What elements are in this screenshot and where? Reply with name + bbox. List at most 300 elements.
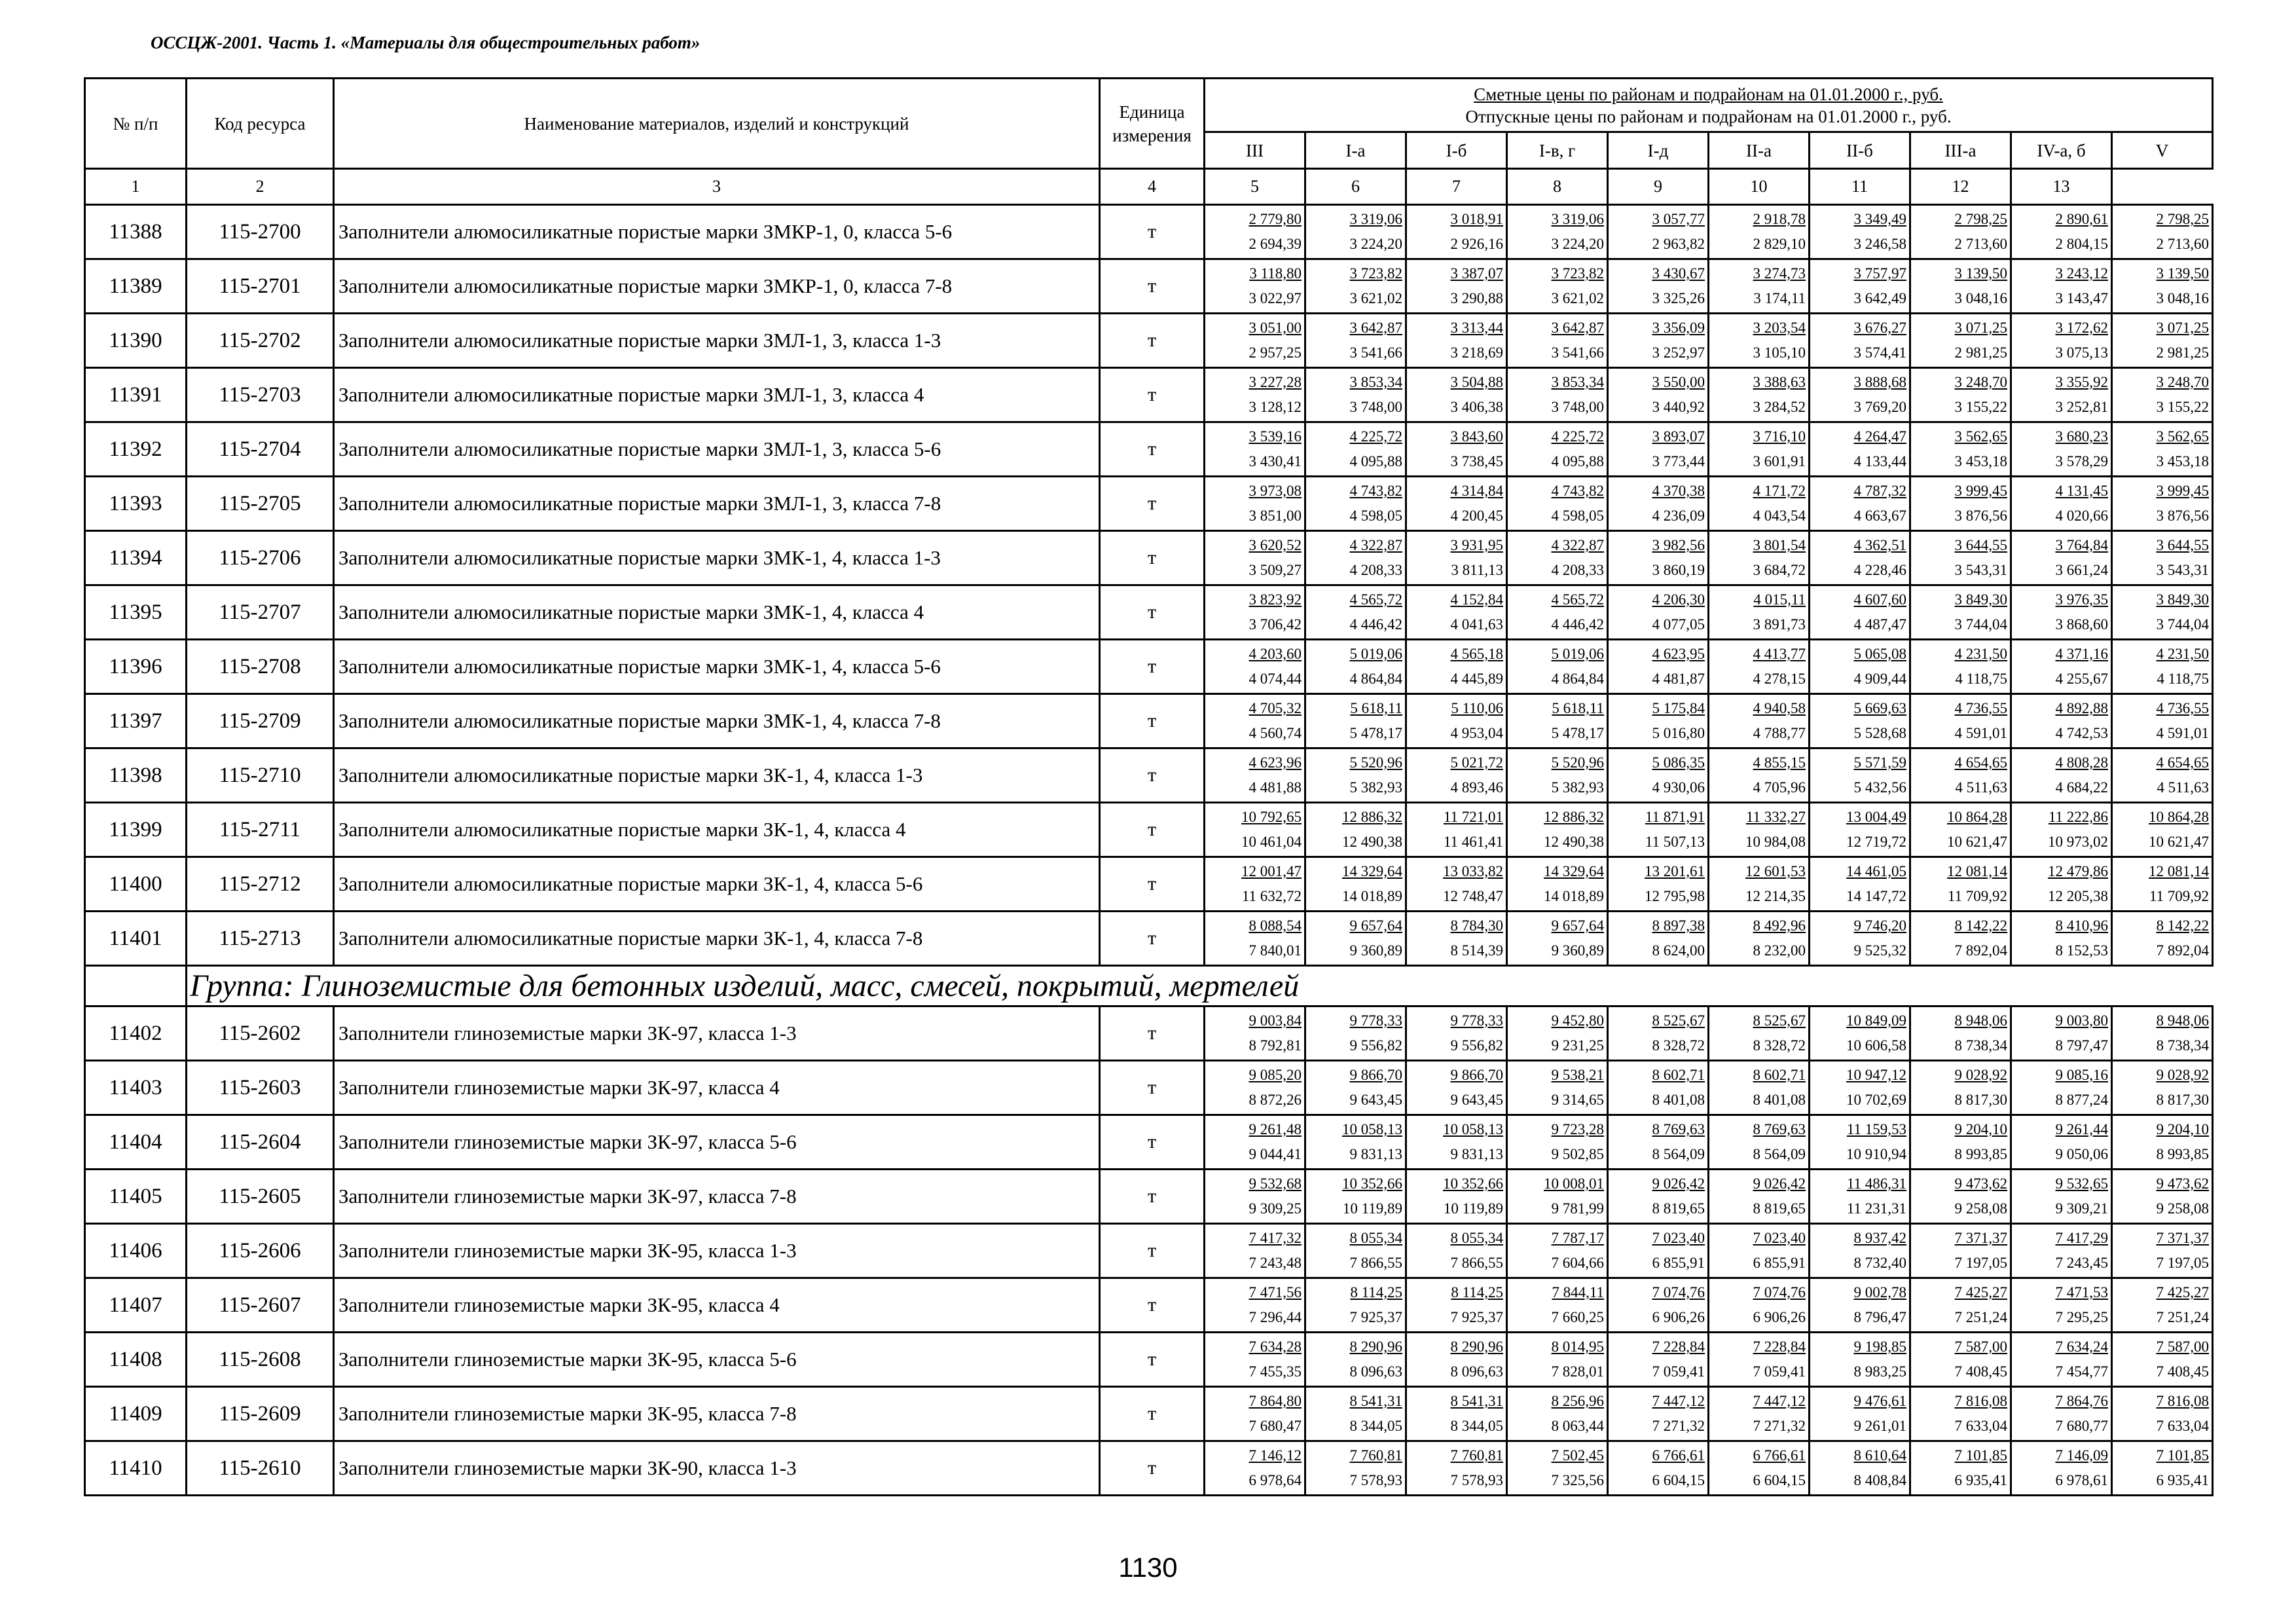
release-price: 3 773,44 xyxy=(1652,453,1705,470)
price-cell xyxy=(1810,314,1910,368)
price-cell xyxy=(1910,1387,2011,1441)
column-number: 9 xyxy=(1608,169,1709,205)
release-price: 3 048,16 xyxy=(1954,290,2007,306)
release-price: 7 866,55 xyxy=(1349,1255,1402,1271)
release-price: 5 382,93 xyxy=(1349,779,1402,796)
price-cell xyxy=(1507,803,1608,857)
price-cell xyxy=(1205,477,1305,531)
release-price: 7 925,37 xyxy=(1450,1309,1503,1325)
estimate-price: 4 322,87 xyxy=(1551,537,1604,553)
release-price: 3 155,22 xyxy=(2156,399,2209,415)
price-cell xyxy=(1305,531,1406,585)
page-number: 1130 xyxy=(1118,1552,1178,1583)
release-price: 9 314,65 xyxy=(1551,1092,1604,1108)
price-cell xyxy=(1406,1115,1507,1170)
price-cell xyxy=(1608,368,1709,422)
estimate-price: 10 352,66 xyxy=(1443,1175,1503,1192)
release-price: 14 147,72 xyxy=(1846,888,1906,904)
row-number: 11406 xyxy=(85,1224,187,1278)
estimate-price: 3 801,54 xyxy=(1753,537,1806,553)
table-row xyxy=(85,640,2213,694)
price-cell xyxy=(1910,259,2011,314)
price-cell xyxy=(1810,368,1910,422)
estimate-price: 5 019,06 xyxy=(1551,646,1604,662)
estimate-price: 3 319,06 xyxy=(1349,211,1402,227)
price-cell xyxy=(1608,1441,1709,1496)
release-price: 3 642,49 xyxy=(1853,290,1906,306)
release-price: 11 231,31 xyxy=(1846,1200,1906,1217)
resource-code: 115-2708 xyxy=(187,640,334,694)
release-price: 9 231,25 xyxy=(1551,1037,1604,1054)
release-price: 9 309,25 xyxy=(1248,1200,1302,1217)
price-cell xyxy=(1305,1170,1406,1224)
release-price: 11 709,92 xyxy=(1947,888,2007,904)
price-cell xyxy=(1406,314,1507,368)
estimate-price: 3 430,67 xyxy=(1652,265,1705,282)
release-price: 3 509,27 xyxy=(1248,562,1302,578)
unit-cell: т xyxy=(1100,585,1205,640)
price-cell xyxy=(2112,531,2213,585)
price-cell xyxy=(1709,1115,1810,1170)
release-price: 6 855,91 xyxy=(1652,1255,1705,1271)
estimate-price: 3 982,56 xyxy=(1652,537,1705,553)
estimate-price: 7 447,12 xyxy=(1753,1393,1806,1409)
release-price: 9 044,41 xyxy=(1248,1146,1302,1162)
release-price: 3 218,69 xyxy=(1450,344,1503,361)
resource-code: 115-2706 xyxy=(187,531,334,585)
release-price: 8 401,08 xyxy=(1753,1092,1806,1108)
estimate-price: 3 931,95 xyxy=(1450,537,1503,553)
price-cell xyxy=(1608,314,1709,368)
release-price: 7 059,41 xyxy=(1652,1363,1705,1380)
release-price: 6 604,15 xyxy=(1753,1472,1806,1488)
estimate-price: 3 388,63 xyxy=(1753,374,1806,390)
release-price: 9 050,06 xyxy=(2055,1146,2108,1162)
price-cell xyxy=(2011,1115,2112,1170)
estimate-price: 14 461,05 xyxy=(1846,863,1906,879)
unit-cell: т xyxy=(1100,477,1205,531)
material-name: Заполнители алюмосиликатные пористые марки ЗК-1, 4, класса 7-8 xyxy=(334,912,1100,966)
price-cell xyxy=(1608,1170,1709,1224)
estimate-price: 4 362,51 xyxy=(1853,537,1906,553)
price-cell xyxy=(1910,1278,2011,1333)
price-cell xyxy=(1205,857,1305,912)
release-price: 9 258,08 xyxy=(2156,1200,2209,1217)
price-cell xyxy=(1507,1170,1608,1224)
price-cell xyxy=(2011,422,2112,477)
estimate-price: 9 532,65 xyxy=(2055,1175,2108,1192)
price-cell xyxy=(1205,1170,1305,1224)
region-header: II-а xyxy=(1709,132,1810,169)
price-cell xyxy=(1205,1061,1305,1115)
price-cell xyxy=(1205,912,1305,966)
release-price: 4 663,67 xyxy=(1853,507,1906,524)
price-cell xyxy=(1406,259,1507,314)
row-number: 11388 xyxy=(85,205,187,259)
price-cell xyxy=(1507,314,1608,368)
price-cell xyxy=(1406,1006,1507,1061)
release-price: 5 432,56 xyxy=(1853,779,1906,796)
price-cell xyxy=(1205,259,1305,314)
region-header: I-а xyxy=(1305,132,1406,169)
estimate-price: 8 290,96 xyxy=(1450,1338,1503,1355)
release-price: 7 243,45 xyxy=(2055,1255,2108,1271)
material-name: Заполнители алюмосиликатные пористые марки ЗМЛ-1, 3, класса 5-6 xyxy=(334,422,1100,477)
column-number: 8 xyxy=(1507,169,1608,205)
price-cell xyxy=(2112,314,2213,368)
estimate-price: 9 261,48 xyxy=(1248,1121,1302,1137)
price-cell xyxy=(1810,748,1910,803)
estimate-price: 12 081,14 xyxy=(1947,863,2007,879)
price-cell xyxy=(1910,1441,2011,1496)
release-price: 9 261,01 xyxy=(1853,1418,1906,1434)
estimate-price: 12 479,86 xyxy=(2048,863,2108,879)
column-number: 6 xyxy=(1305,169,1406,205)
estimate-price: 3 071,25 xyxy=(1954,320,2007,336)
release-price: 3 769,20 xyxy=(1853,399,1906,415)
col-header-prices xyxy=(1205,79,2213,132)
price-cell xyxy=(1305,1006,1406,1061)
estimate-price: 4 736,55 xyxy=(1954,700,2007,716)
estimate-price: 3 172,62 xyxy=(2055,320,2108,336)
release-price: 8 514,39 xyxy=(1450,942,1503,959)
estimate-price: 3 716,10 xyxy=(1753,428,1806,445)
estimate-price: 9 657,64 xyxy=(1551,917,1604,934)
estimate-price: 7 228,84 xyxy=(1652,1338,1705,1355)
estimate-price: 7 417,32 xyxy=(1248,1230,1302,1246)
price-cell xyxy=(1810,1441,1910,1496)
unit-cell: т xyxy=(1100,259,1205,314)
col-header-name: Наименование материалов, изделий и конструкций xyxy=(334,79,1100,169)
release-price: 4 560,74 xyxy=(1248,725,1302,741)
release-price: 4 909,44 xyxy=(1853,671,1906,687)
estimate-price: 7 146,12 xyxy=(1248,1447,1302,1464)
release-price: 8 819,65 xyxy=(1753,1200,1806,1217)
release-price: 3 440,92 xyxy=(1652,399,1705,415)
estimate-price: 4 892,88 xyxy=(2055,700,2108,716)
release-price: 4 077,05 xyxy=(1652,616,1705,633)
price-cell xyxy=(1507,640,1608,694)
release-price: 3 876,56 xyxy=(1954,507,2007,524)
release-price: 4 228,46 xyxy=(1853,562,1906,578)
material-name: Заполнители алюмосиликатные пористые марки ЗК-1, 4, класса 1-3 xyxy=(334,748,1100,803)
price-cell xyxy=(1205,314,1305,368)
release-price: 8 797,47 xyxy=(2055,1037,2108,1054)
row-number: 11410 xyxy=(85,1441,187,1496)
estimate-price: 9 085,16 xyxy=(2055,1067,2108,1083)
price-cell xyxy=(1608,640,1709,694)
unit-cell: т xyxy=(1100,314,1205,368)
release-price: 3 453,18 xyxy=(2156,453,2209,470)
table-row xyxy=(85,912,2213,966)
release-price: 6 935,41 xyxy=(1954,1472,2007,1488)
price-cell xyxy=(1305,1115,1406,1170)
price-cell xyxy=(1608,912,1709,966)
estimate-price: 9 261,44 xyxy=(2055,1121,2108,1137)
price-cell xyxy=(1608,803,1709,857)
price-cell xyxy=(1910,205,2011,259)
estimate-price: 4 264,47 xyxy=(1853,428,1906,445)
estimate-price: 4 131,45 xyxy=(2055,483,2108,499)
price-cell xyxy=(1910,1061,2011,1115)
estimate-price: 10 864,28 xyxy=(1947,809,2007,825)
estimate-price: 7 425,27 xyxy=(2156,1284,2209,1301)
table-row xyxy=(85,1333,2213,1387)
price-cell xyxy=(1810,1061,1910,1115)
price-cell xyxy=(1305,422,1406,477)
estimate-price: 3 562,65 xyxy=(2156,428,2209,445)
price-cell xyxy=(1608,1006,1709,1061)
release-price: 4 893,46 xyxy=(1450,779,1503,796)
estimate-price: 3 227,28 xyxy=(1248,374,1302,390)
group-spacer xyxy=(85,966,187,1006)
release-price: 7 197,05 xyxy=(2156,1255,2209,1271)
estimate-price: 3 642,87 xyxy=(1349,320,1402,336)
price-cell xyxy=(1709,1333,1810,1387)
release-price: 9 643,45 xyxy=(1349,1092,1402,1108)
estimate-price: 9 028,92 xyxy=(1954,1067,2007,1083)
price-cell xyxy=(1305,1387,1406,1441)
estimate-price: 13 004,49 xyxy=(1846,809,1906,825)
row-number: 11402 xyxy=(85,1006,187,1061)
release-price: 4 255,67 xyxy=(2055,671,2108,687)
release-price: 10 910,94 xyxy=(1846,1146,1906,1162)
estimate-price: 6 766,61 xyxy=(1652,1447,1705,1464)
price-cell xyxy=(1406,205,1507,259)
estimate-price: 4 705,32 xyxy=(1248,700,1302,716)
region-header: III xyxy=(1205,132,1305,169)
estimate-price: 7 787,17 xyxy=(1551,1230,1604,1246)
price-cell xyxy=(1709,422,1810,477)
estimate-price: 12 001,47 xyxy=(1241,863,1302,879)
region-header: I-д xyxy=(1608,132,1709,169)
estimate-price: 3 849,30 xyxy=(2156,591,2209,608)
estimate-price: 4 152,84 xyxy=(1450,591,1503,608)
release-price: 8 819,65 xyxy=(1652,1200,1705,1217)
estimate-price: 9 778,33 xyxy=(1349,1012,1402,1029)
estimate-price: 8 492,96 xyxy=(1753,917,1806,934)
release-price: 4 511,63 xyxy=(2157,779,2209,796)
resource-code: 115-2703 xyxy=(187,368,334,422)
material-name: Заполнители алюмосиликатные пористые марки ЗК-1, 4, класса 4 xyxy=(334,803,1100,857)
release-price: 9 643,45 xyxy=(1450,1092,1503,1108)
price-cell xyxy=(1205,205,1305,259)
release-price: 3 891,73 xyxy=(1753,616,1806,633)
release-price: 8 732,40 xyxy=(1853,1255,1906,1271)
release-price: 12 748,47 xyxy=(1443,888,1503,904)
estimate-price: 8 014,95 xyxy=(1551,1338,1604,1355)
estimate-price: 7 634,28 xyxy=(1248,1338,1302,1355)
price-cell xyxy=(1608,1387,1709,1441)
price-cell xyxy=(1406,531,1507,585)
release-price: 7 633,04 xyxy=(2156,1418,2209,1434)
price-cell xyxy=(1305,748,1406,803)
estimate-price: 9 028,92 xyxy=(2156,1067,2209,1083)
release-price: 3 684,72 xyxy=(1753,562,1806,578)
estimate-price: 3 274,73 xyxy=(1753,265,1806,282)
estimate-price: 7 844,11 xyxy=(1552,1284,1604,1301)
release-price: 3 574,41 xyxy=(1853,344,1906,361)
column-number: 2 xyxy=(187,169,334,205)
price-cell xyxy=(1608,531,1709,585)
estimate-price: 7 816,08 xyxy=(1954,1393,2007,1409)
price-cell xyxy=(1406,803,1507,857)
unit-cell: т xyxy=(1100,422,1205,477)
price-cell xyxy=(1507,205,1608,259)
resource-code: 115-2700 xyxy=(187,205,334,259)
price-cell xyxy=(1205,803,1305,857)
price-cell xyxy=(1205,422,1305,477)
price-cell xyxy=(1305,1333,1406,1387)
price-cell xyxy=(1305,585,1406,640)
estimate-price: 4 565,18 xyxy=(1450,646,1503,662)
release-price: 8 328,72 xyxy=(1753,1037,1806,1054)
table-row xyxy=(85,803,2213,857)
region-header: IV-а, б xyxy=(2011,132,2112,169)
column-number: 4 xyxy=(1100,169,1205,205)
estimate-price: 4 743,82 xyxy=(1551,483,1604,499)
release-price: 8 096,63 xyxy=(1349,1363,1402,1380)
release-price: 4 133,44 xyxy=(1853,453,1906,470)
row-number: 11395 xyxy=(85,585,187,640)
release-price: 8 564,09 xyxy=(1753,1146,1806,1162)
estimate-price: 4 623,95 xyxy=(1652,646,1705,662)
estimate-price: 4 015,11 xyxy=(1753,591,1806,608)
price-cell xyxy=(1709,1224,1810,1278)
estimate-price: 7 864,80 xyxy=(1248,1393,1302,1409)
release-price: 4 236,09 xyxy=(1652,507,1705,524)
estimate-price: 3 139,50 xyxy=(2156,265,2209,282)
price-cell xyxy=(1810,205,1910,259)
estimate-price: 4 225,72 xyxy=(1349,428,1402,445)
price-cell xyxy=(1305,368,1406,422)
resource-code: 115-2609 xyxy=(187,1387,334,1441)
price-cell xyxy=(2011,803,2112,857)
row-number: 11399 xyxy=(85,803,187,857)
release-price: 3 860,19 xyxy=(1652,562,1705,578)
price-cell xyxy=(2011,912,2112,966)
material-name: Заполнители алюмосиликатные пористые марки ЗК-1, 4, класса 5-6 xyxy=(334,857,1100,912)
estimate-price: 8 290,96 xyxy=(1349,1338,1402,1355)
estimate-price: 12 886,32 xyxy=(1544,809,1604,825)
release-price: 4 020,66 xyxy=(2055,507,2108,524)
release-price: 3 621,02 xyxy=(1551,290,1604,306)
price-cell xyxy=(2011,1061,2112,1115)
release-price: 2 829,10 xyxy=(1753,236,1806,252)
estimate-price: 5 021,72 xyxy=(1450,754,1503,771)
estimate-price: 8 114,25 xyxy=(1350,1284,1402,1301)
estimate-price: 9 204,10 xyxy=(1954,1121,2007,1137)
estimate-price: 3 071,25 xyxy=(2156,320,2209,336)
release-price: 3 048,16 xyxy=(2156,290,2209,306)
release-price: 3 811,13 xyxy=(1451,562,1503,578)
estimate-price: 7 228,84 xyxy=(1753,1338,1806,1355)
estimate-price: 8 088,54 xyxy=(1248,917,1302,934)
price-cell xyxy=(1305,259,1406,314)
estimate-price: 3 356,09 xyxy=(1652,320,1705,336)
estimate-price: 7 634,24 xyxy=(2055,1338,2108,1355)
release-price: 5 016,80 xyxy=(1652,725,1705,741)
price-cell xyxy=(2011,205,2112,259)
release-price: 8 796,47 xyxy=(1853,1309,1906,1325)
estimate-price: 3 057,77 xyxy=(1652,211,1705,227)
price-cell xyxy=(2011,314,2112,368)
release-price: 6 604,15 xyxy=(1652,1472,1705,1488)
release-price: 7 892,04 xyxy=(2156,942,2209,959)
release-price: 4 278,15 xyxy=(1753,671,1806,687)
price-cell xyxy=(1507,1278,1608,1333)
estimate-price: 3 018,91 xyxy=(1450,211,1503,227)
estimate-price: 3 853,34 xyxy=(1349,374,1402,390)
resource-code: 115-2704 xyxy=(187,422,334,477)
release-price: 2 804,15 xyxy=(2055,236,2108,252)
estimate-price: 8 602,71 xyxy=(1652,1067,1705,1083)
price-cell xyxy=(2112,1387,2213,1441)
table-row xyxy=(85,1224,2213,1278)
prices-release-label: Отпускные цены по районам и подрайонам на 01.01.2000 г., руб. xyxy=(1465,106,1952,126)
price-cell xyxy=(2112,912,2213,966)
material-name: Заполнители алюмосиликатные пористые марки ЗМКР-1, 0, класса 5-6 xyxy=(334,205,1100,259)
estimate-price: 7 816,08 xyxy=(2156,1393,2209,1409)
release-price: 7 660,25 xyxy=(1551,1309,1604,1325)
material-name: Заполнители глиноземистые марки ЗК-95, класса 7-8 xyxy=(334,1387,1100,1441)
estimate-price: 4 171,72 xyxy=(1753,483,1806,499)
price-cell xyxy=(2011,531,2112,585)
price-cell xyxy=(1810,259,1910,314)
estimate-price: 4 565,72 xyxy=(1551,591,1604,608)
release-price: 8 792,81 xyxy=(1248,1037,1302,1054)
price-cell xyxy=(1608,1224,1709,1278)
estimate-price: 8 948,06 xyxy=(1954,1012,2007,1029)
price-cell xyxy=(2112,694,2213,748)
price-cell xyxy=(2011,585,2112,640)
table-row xyxy=(85,748,2213,803)
estimate-price: 3 843,60 xyxy=(1450,428,1503,445)
row-number: 11391 xyxy=(85,368,187,422)
estimate-price: 9 003,84 xyxy=(1248,1012,1302,1029)
release-price: 3 868,60 xyxy=(2055,616,2108,633)
price-cell xyxy=(1608,857,1709,912)
estimate-price: 8 142,22 xyxy=(1954,917,2007,934)
estimate-price: 3 550,00 xyxy=(1652,374,1705,390)
estimate-price: 3 355,92 xyxy=(2055,374,2108,390)
price-cell xyxy=(2112,477,2213,531)
estimate-price: 4 370,38 xyxy=(1652,483,1705,499)
release-price: 4 953,04 xyxy=(1450,725,1503,741)
resource-code: 115-2603 xyxy=(187,1061,334,1115)
estimate-price: 9 476,61 xyxy=(1853,1393,1906,1409)
estimate-price: 3 051,00 xyxy=(1248,320,1302,336)
group-title: Группа: Глиноземистые для бетонных изделий, масс, смесей, покрытий, мертелей xyxy=(187,966,2213,1006)
estimate-price: 7 587,00 xyxy=(2156,1338,2209,1355)
estimate-price: 11 721,01 xyxy=(1443,809,1503,825)
release-price: 5 382,93 xyxy=(1551,779,1604,796)
price-cell xyxy=(1205,1224,1305,1278)
release-price: 3 246,58 xyxy=(1853,236,1906,252)
price-cell xyxy=(1608,1115,1709,1170)
price-cell xyxy=(1810,1387,1910,1441)
price-cell xyxy=(1305,640,1406,694)
release-price: 7 925,37 xyxy=(1349,1309,1402,1325)
unit-cell: т xyxy=(1100,1387,1205,1441)
price-cell xyxy=(1709,1006,1810,1061)
release-price: 3 128,12 xyxy=(1248,399,1302,415)
release-price: 8 344,05 xyxy=(1349,1418,1402,1434)
price-cell xyxy=(1205,748,1305,803)
release-price: 7 578,93 xyxy=(1450,1472,1503,1488)
estimate-price: 3 319,06 xyxy=(1551,211,1604,227)
price-cell xyxy=(1910,803,2011,857)
